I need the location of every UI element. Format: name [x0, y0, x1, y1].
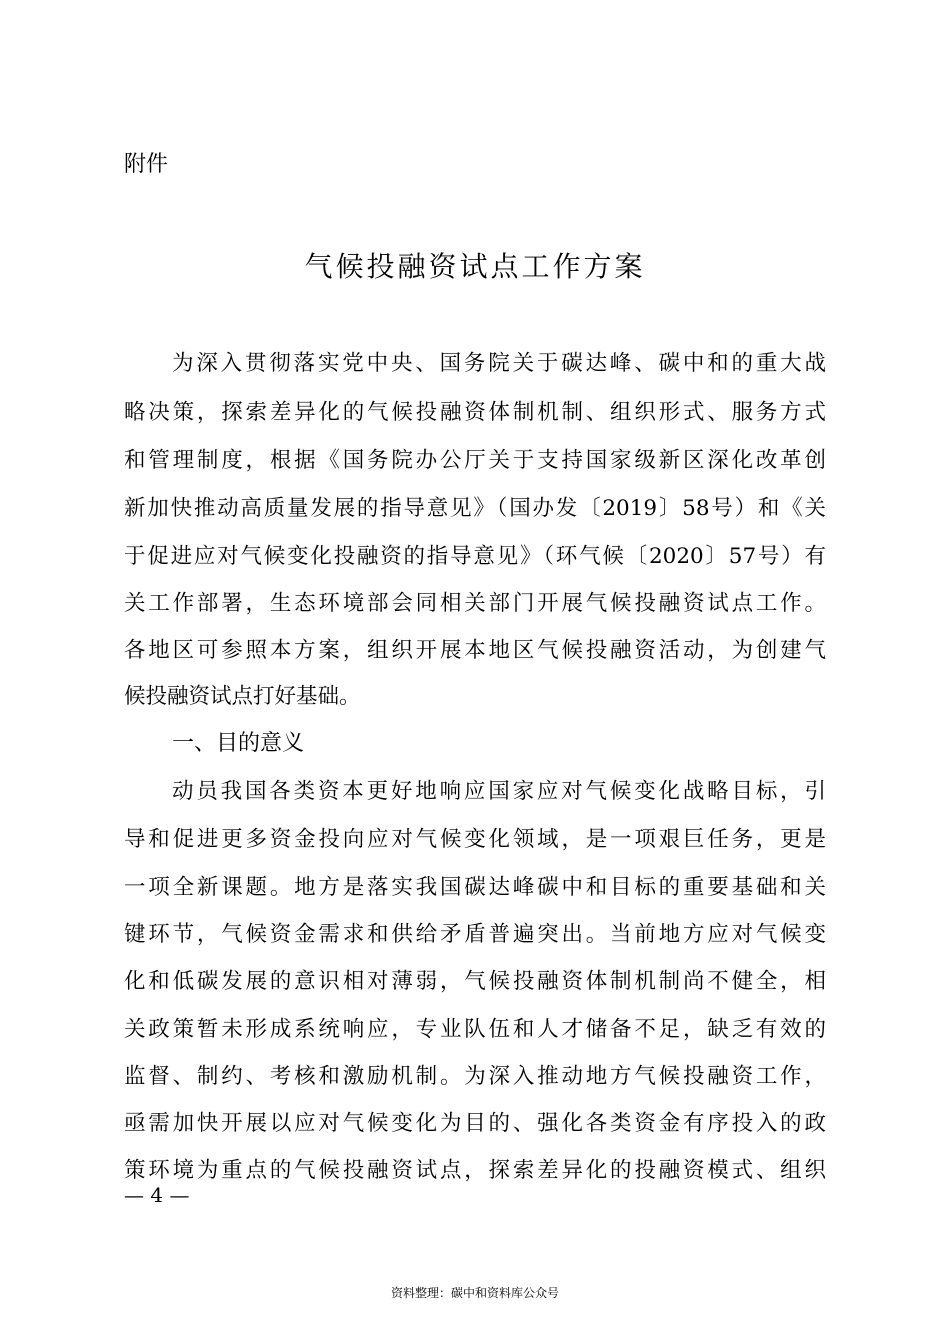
section-1-line: 策环境为重点的气候投融资试点，探索差异化的投融资模式、组织: [124, 1158, 826, 1183]
section-1-line: 关政策暂未形成系统响应，专业队伍和人才储备不足，缺乏有效的: [124, 1017, 826, 1042]
attachment-label: 附件: [124, 152, 169, 177]
section-1-line: 监督、制约、考核和激励机制。为深入推动地方气候投融资工作，: [124, 1064, 826, 1089]
section-1-line: 键环节，气候资金需求和供给矛盾普遍突出。当前地方应对气候变: [124, 922, 826, 947]
intro-line: 略决策，探索差异化的气候投融资体制机制、组织形式、服务方式: [124, 400, 826, 425]
intro-line: 新加快推动高质量发展的指导意见》（国办发〔2019〕58号）和《关: [124, 496, 826, 521]
section-1-line: 一项全新课题。地方是落实我国碳达峰碳中和目标的重要基础和关: [124, 875, 826, 900]
intro-line: 各地区可参照本方案，组织开展本地区气候投融资活动，为创建气: [124, 638, 826, 663]
intro-line: 于促进应对气候变化投融资的指导意见》（环气候〔2020〕57号）有: [124, 544, 826, 569]
intro-line: 和管理制度，根据《国务院办公厅关于支持国家级新区深化改革创: [124, 448, 826, 473]
section-1-line: 亟需加快开展以应对气候变化为目的、强化各类资金有序投入的政: [124, 1111, 826, 1136]
intro-line: 关工作部署，生态环境部会同相关部门开展气候投融资试点工作。: [124, 591, 826, 616]
footer-note: 资料整理：碳中和资料库公众号: [390, 1286, 559, 1300]
section-1-line: 动员我国各类资本更好地响应国家应对气候变化战略目标，引: [172, 779, 826, 804]
intro-line: 候投融资试点打好基础。: [124, 684, 361, 709]
section-heading: 一、目的意义: [172, 731, 305, 756]
section-1-line: 导和促进更多资金投向应对气候变化领域，是一项艰巨任务，更是: [124, 827, 826, 852]
page-number: — 4 —: [124, 1183, 190, 1207]
intro-line: 为深入贯彻落实党中央、国务院关于碳达峰、碳中和的重大战: [172, 351, 826, 376]
page-title: 气候投融资试点工作方案: [304, 250, 646, 283]
section-1-line: 化和低碳发展的意识相对薄弱，气候投融资体制机制尚不健全，相: [124, 969, 826, 994]
